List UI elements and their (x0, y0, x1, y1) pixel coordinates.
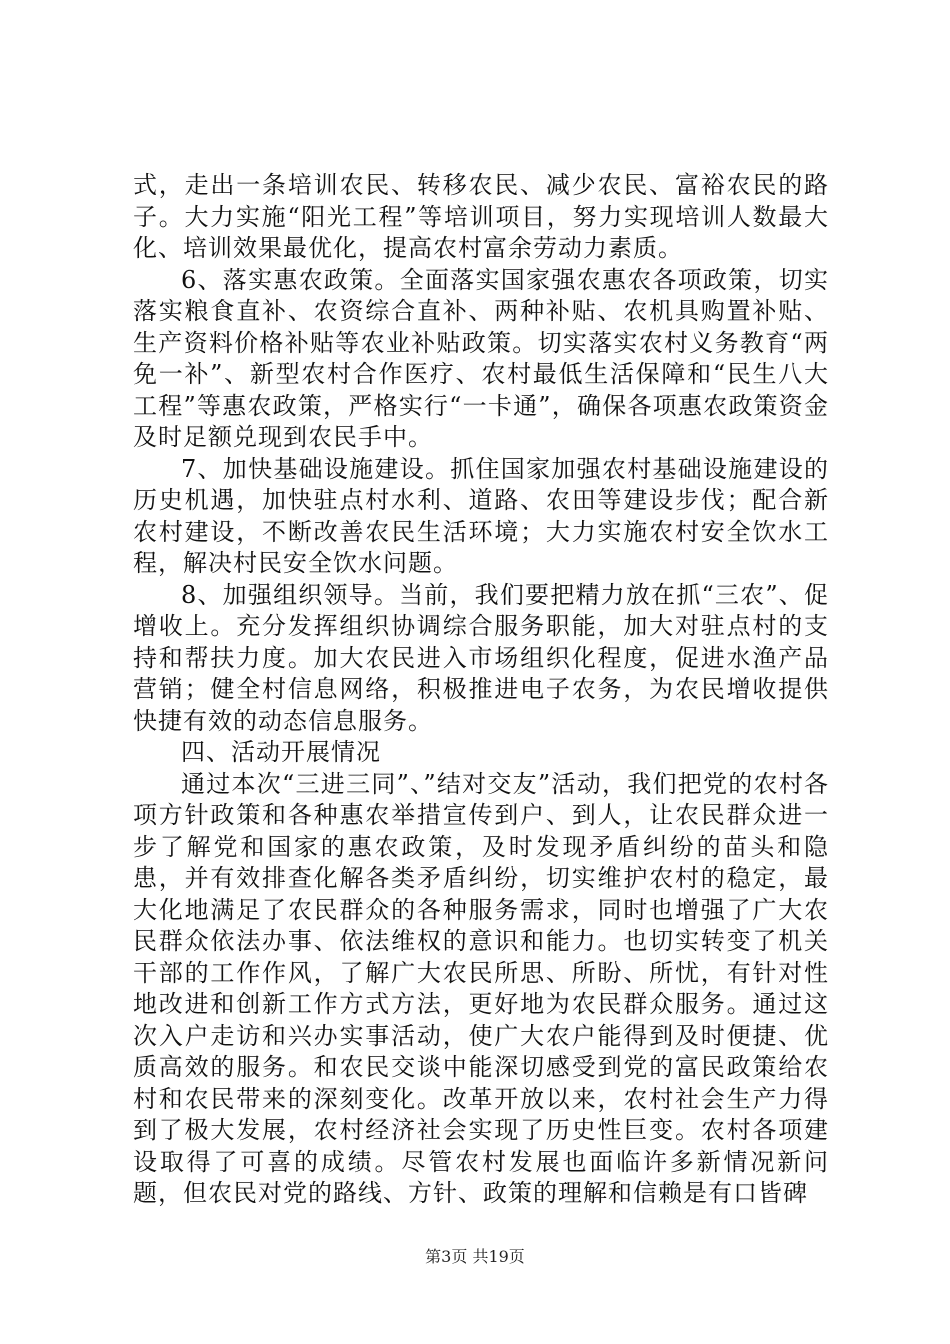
paragraph-infrastructure: 7、加快基础设施建设。抓住国家加强农村基础设施建设的历史机遇，加快驻点村水利、道路、农田等建设步伐；配合新农村建设，不断改善农民生活环境；大力实施农村安全饮水工程，解决村民安全饮水问题。 (133, 454, 829, 577)
paragraph-policy: 6、落实惠农政策。全面落实国家强农惠农各项政策，切实落实粮食直补、农资综合直补、两种补贴、农机具购置补贴、生产资料价格补贴等农业补贴政策。切实落实农村义务教育“两免一补”、新型农村合作医疗、农村最低生活保障和“民生八大工程”等惠农政策，严格实行“一卡通”，确保各项惠农政策资金及时足额兑现到农民手中。 (133, 265, 829, 451)
paragraph-continued: 式，走出一条培训农民、转移农民、减少农民、富裕农民的路子。大力实施“阳光工程”等培训项目，努力实现培训人数最大化、培训效果最优化，提高农村富余劳动力素质。 (133, 171, 829, 262)
section-heading: 四、活动开展情况 (181, 738, 381, 766)
paragraph-activity: 通过本次“三进三同”、”结对交友”活动，我们把党的农村各项方针政策和各种惠农举措宣传到户、到人，让农民群众进一步了解党和国家的惠农政策，及时发现矛盾纠纷的苗头和隐患，并有效排查化解各类矛盾纠纷，切实维护农村的稳定，最大化地满足了农民群众的各种服务需求，同时也增强了广大农民群众依法办事、依法维权的意识和能力。也切实转变了机关干部的工作作风，了解广大农民所思、所盼、所忧，有针对性地改进和创新工作方式方法，更好地为农民群众服务。通过这次入户走访和兴办实事活动，使广大农户能得到及时便捷、优质高效的服务。和农民交谈中能深切感受到党的富民政策给农村和农民带来的深刻变化。改革开放以来，农村社会生产力得到了极大发展，农村经济社会实现了历史性巨变。农村各项建设取得了可喜的成绩。尽管农村发展也面临许多新情况新问题，但农民对党的路线、方针、政策的理解和信赖是有口皆碑 (133, 769, 829, 1207)
document-body (133, 170, 829, 1210)
page-number-footer: 第3页 共19页 (425, 1247, 525, 1266)
paragraph-leadership: 8、加强组织领导。当前，我们要把精力放在抓“三农”、促增收上。充分发挥组织协调综合服务职能，加大对驻点村的支持和帮扶力度。加大农民进入市场组织化程度，促进水渔产品营销；健全村信息网络，积极推进电子农务，为农民增收提供快捷有效的动态信息服务。 (133, 580, 829, 735)
